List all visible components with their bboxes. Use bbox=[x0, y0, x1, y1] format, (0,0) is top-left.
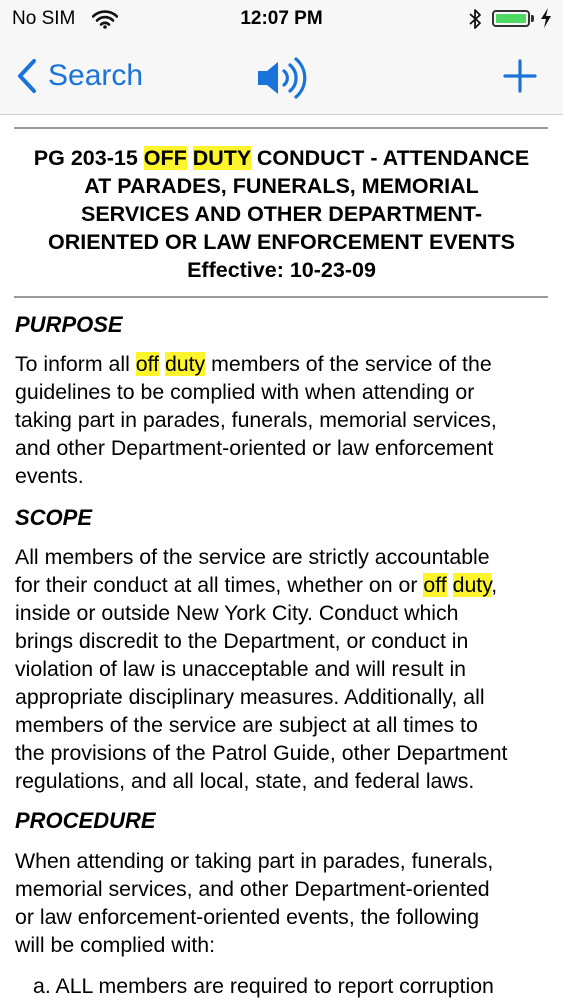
title-line: AT PARADES, FUNERALS, MEMORIAL bbox=[84, 174, 479, 198]
purpose-heading: PURPOSE bbox=[15, 312, 123, 337]
text-line: regulations, and all local, state, and federal laws. bbox=[15, 769, 475, 793]
scope-paragraph bbox=[15, 543, 555, 795]
text-line: the provisions of the Patrol Guide, other Department bbox=[15, 741, 508, 765]
back-button[interactable] bbox=[12, 54, 143, 98]
text-line: violation of law is unacceptable and will result in bbox=[15, 657, 467, 681]
document-title bbox=[0, 144, 563, 284]
navigation-bar bbox=[0, 40, 563, 115]
text-line bbox=[15, 571, 555, 599]
battery-tip bbox=[531, 15, 534, 22]
title-text: CONDUCT - ATTENDANCE bbox=[250, 146, 530, 170]
text-line bbox=[15, 350, 555, 378]
scope-heading: SCOPE bbox=[15, 505, 93, 530]
text-line: All members of the service are strictly accountable bbox=[15, 545, 490, 569]
text-line: members of the service are subject at all times to bbox=[15, 713, 478, 737]
search-highlight: off bbox=[423, 573, 447, 597]
battery-icon bbox=[492, 10, 530, 27]
text-line: will be complied with: bbox=[15, 933, 216, 957]
effective-date: Effective: 10-23-09 bbox=[187, 258, 376, 282]
title-line: ORIENTED OR LAW ENFORCEMENT EVENTS bbox=[47, 230, 516, 254]
text: , bbox=[491, 573, 498, 597]
speak-button[interactable] bbox=[254, 56, 310, 100]
status-bar bbox=[0, 0, 563, 40]
bluetooth-icon bbox=[468, 8, 482, 36]
divider bbox=[14, 296, 548, 298]
text-line: When attending or taking part in parades, funerals, bbox=[15, 849, 494, 873]
plus-icon bbox=[500, 54, 540, 98]
text-line: memorial services, and other Department-oriented bbox=[15, 877, 490, 901]
text bbox=[447, 573, 453, 597]
search-highlight: OFF bbox=[143, 146, 187, 170]
title-text: PG 203-15 bbox=[33, 146, 144, 170]
search-highlight: off bbox=[135, 352, 160, 376]
text: To inform all bbox=[15, 352, 136, 376]
add-button[interactable] bbox=[500, 54, 540, 98]
search-highlight: duty bbox=[164, 352, 206, 376]
charging-bolt-icon bbox=[540, 7, 552, 34]
divider bbox=[14, 127, 548, 129]
text-line: and other Department-oriented or law enforcement bbox=[15, 436, 494, 460]
text-line: taking part in parades, funerals, memorial services, bbox=[15, 408, 497, 432]
text-line: or law enforcement-oriented events, the following bbox=[15, 905, 480, 929]
text-line: brings discredit to the Department, or conduct in bbox=[15, 629, 469, 653]
purpose-paragraph bbox=[15, 350, 555, 490]
text-line: events. bbox=[15, 464, 84, 488]
search-highlight: DUTY bbox=[192, 146, 251, 170]
text-line: appropriate disciplinary measures. Additionally, all bbox=[15, 685, 485, 709]
text-line: guidelines to be complied with when attending or bbox=[15, 380, 475, 404]
title-line: SERVICES AND OTHER DEPARTMENT- bbox=[81, 202, 482, 226]
search-highlight: duty bbox=[452, 573, 492, 597]
carrier-label: No SIM bbox=[12, 8, 76, 29]
chevron-left-icon bbox=[12, 56, 42, 96]
procedure-item-a: a. ALL members are required to report corruption bbox=[33, 974, 494, 998]
text: for their conduct at all times, whether on or bbox=[15, 573, 424, 597]
title-line bbox=[0, 144, 563, 172]
clock: 12:07 PM bbox=[240, 8, 323, 29]
text-line: inside or outside New York City. Conduct which bbox=[15, 601, 459, 625]
procedure-heading: PROCEDURE bbox=[15, 808, 156, 833]
title-text bbox=[187, 146, 193, 170]
procedure-paragraph bbox=[15, 847, 555, 959]
speaker-icon bbox=[254, 56, 310, 100]
document-view[interactable] bbox=[0, 114, 563, 1000]
back-button-label: Search bbox=[48, 59, 144, 92]
text: members of the service of the bbox=[205, 352, 492, 376]
